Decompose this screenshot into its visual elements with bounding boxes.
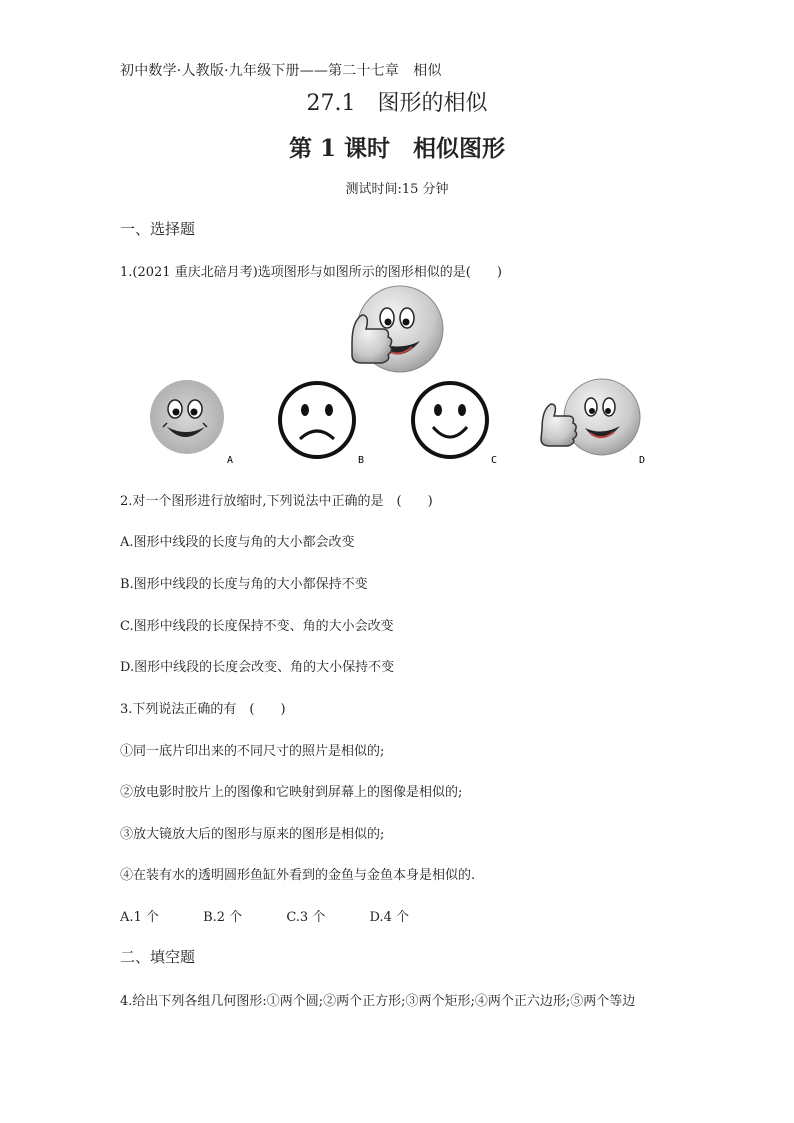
question-3-statement-4: ④在装有水的透明圆形鱼缸外看到的金鱼与金鱼本身是相似的.	[120, 868, 476, 883]
lesson-title: 第 1 课时 相似图形	[288, 135, 506, 162]
option-c-smile-icon	[413, 383, 487, 457]
section-fill: 二、填空题	[120, 948, 196, 966]
question-3: 3.下列说法正确的有 ( )	[120, 702, 286, 717]
option-c-label: C	[491, 455, 498, 466]
test-time: 测试时间:15 分钟	[345, 182, 449, 197]
q1-figure	[130, 285, 670, 470]
question-1: 1.(2021 重庆北碚月考)选项图形与如图所示的图形相似的是( )	[120, 265, 502, 280]
question-3-statement-1: ①同一底片印出来的不同尺寸的照片是相似的;	[120, 744, 385, 759]
main-thumbs-smiley-icon	[352, 286, 443, 372]
question-2-option-a: A.图形中线段的长度与角的大小都会改变	[120, 535, 355, 550]
option-d-label: D	[639, 455, 646, 466]
question-3-choice-c: C.3 个	[286, 910, 326, 925]
option-b-label: B	[358, 455, 365, 466]
section-title: 27.1 图形的相似	[306, 91, 488, 116]
question-4: 4.给出下列各组几何图形:①两个圆;②两个正方形;③两个矩形;④两个正六边形;⑤两个等边	[120, 994, 636, 1009]
question-3-choice-b: B.2 个	[203, 910, 243, 925]
section-choice: 一、选择题	[120, 220, 196, 238]
question-2: 2.对一个图形进行放缩时,下列说法中正确的是 ( )	[120, 494, 433, 509]
option-a-label: A	[227, 455, 234, 466]
question-3-choices	[120, 906, 449, 925]
option-a-smiley-icon	[150, 380, 224, 454]
question-2-option-c: C.图形中线段的长度保持不变、角的大小会改变	[120, 619, 394, 634]
question-2-option-d: D.图形中线段的长度会改变、角的大小保持不变	[120, 660, 395, 675]
question-3-statement-2: ②放电影时胶片上的图像和它映射到屏幕上的图像是相似的;	[120, 785, 463, 800]
question-3-statement-3: ③放大镜放大后的图形与原来的图形是相似的;	[120, 827, 385, 842]
question-2-option-b: B.图形中线段的长度与角的大小都保持不变	[120, 577, 368, 592]
question-3-choice-d: D.4 个	[369, 910, 409, 925]
question-3-choice-a: A.1 个	[120, 910, 159, 925]
course-header: 初中数学·人教版·九年级下册——第二十七章 相似	[120, 63, 442, 79]
option-b-frown-icon	[280, 383, 354, 457]
option-d-thumbs-smiley-icon	[541, 379, 640, 455]
